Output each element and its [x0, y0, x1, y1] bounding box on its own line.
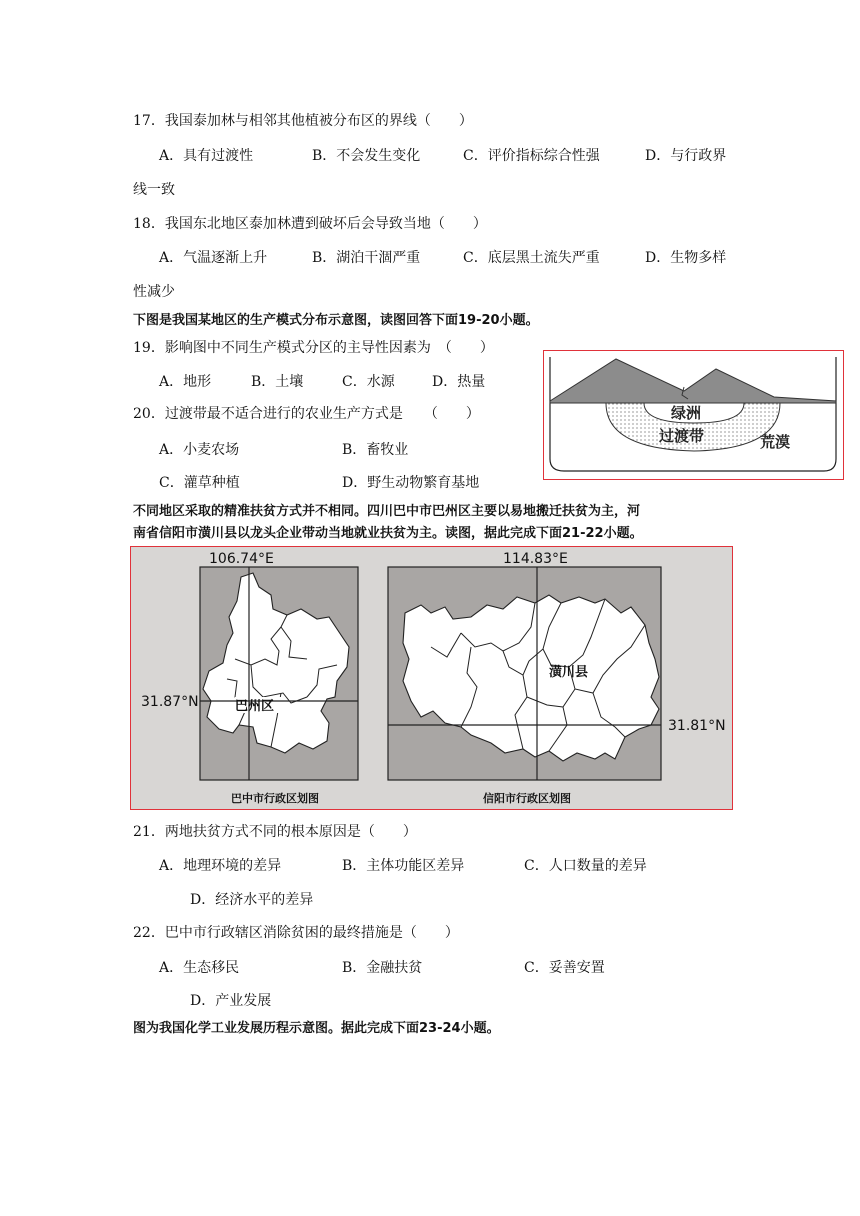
q22-option-d[interactable]: D．产业发展 [190, 993, 272, 1009]
q18-option-a[interactable]: A．气温逐渐上升 [159, 250, 268, 266]
q17-option-d-continued: 线一致 [133, 182, 175, 198]
q17-option-d[interactable]: D．与行政界 [645, 148, 727, 164]
q19-option-d[interactable]: D．热量 [432, 374, 486, 390]
q19-option-b[interactable]: B．土壤 [251, 374, 304, 390]
desert-label: 荒漠 [760, 433, 791, 451]
mountain-range [550, 359, 836, 403]
huangchuan-county-label: 潢川县 [549, 665, 589, 680]
q17-option-b[interactable]: B．不会发生变化 [312, 148, 421, 164]
q20-option-b[interactable]: B．畜牧业 [342, 442, 409, 458]
admin-maps [131, 547, 732, 809]
q18-stem: 18．我国东北地区泰加林遭到破坏后会导致当地（ ） [133, 216, 487, 232]
q22-option-b[interactable]: B．金融扶贫 [342, 960, 423, 976]
intro-23-24: 图为我国化学工业发展历程示意图。据此完成下面23-24小题。 [133, 1021, 500, 1036]
oasis-label: 绿洲 [671, 404, 702, 422]
admin-maps-figure [130, 546, 733, 810]
q17-stem: 17．我国泰加林与相邻其他植被分布区的界线（ ） [133, 113, 473, 129]
xinyang-longitude-label: 114.83°E [503, 551, 568, 567]
q18-option-d[interactable]: D．生物多样 [645, 250, 727, 266]
q22-option-c[interactable]: C．妥善安置 [524, 960, 605, 976]
q20-option-d[interactable]: D．野生动物繁育基地 [342, 475, 480, 491]
q18-option-b[interactable]: B．湖泊干涸严重 [312, 250, 421, 266]
bazhong-latitude-label: 31.87°N [141, 694, 199, 710]
q18-option-c[interactable]: C．底层黑土流失严重 [463, 250, 600, 266]
q22-stem: 22．巴中市行政辖区消除贫困的最终措施是（ ） [133, 925, 459, 941]
q21-option-b[interactable]: B．主体功能区差异 [342, 858, 465, 874]
intro-19-20: 下图是我国某地区的生产模式分布示意图，读图回答下面19-20小题。 [133, 313, 539, 328]
q19-option-c[interactable]: C．水源 [342, 374, 395, 390]
q21-option-c[interactable]: C．人口数量的差异 [524, 858, 647, 874]
q20-option-c[interactable]: C．灌草种植 [159, 475, 240, 491]
xinyang-map-caption: 信阳市行政区划图 [483, 792, 571, 805]
production-mode-figure [543, 350, 844, 480]
intro-21-22-line2: 南省信阳市潢川县以龙头企业带动当地就业扶贫为主。读图，据此完成下面21-22小题。 [133, 526, 643, 541]
q17-option-a[interactable]: A．具有过渡性 [159, 148, 254, 164]
q21-option-d[interactable]: D．经济水平的差异 [190, 892, 314, 908]
q18-option-d-continued: 性减少 [133, 284, 175, 300]
q20-stem: 20．过渡带最不适合进行的农业生产方式是 （ ） [133, 406, 480, 422]
bazhong-map-caption: 巴中市行政区划图 [231, 792, 319, 805]
xinyang-latitude-label: 31.81°N [668, 718, 726, 734]
q21-option-a[interactable]: A．地理环境的差异 [159, 858, 282, 874]
bazhong-longitude-label: 106.74°E [209, 551, 274, 567]
production-mode-diagram [544, 351, 843, 479]
q22-option-a[interactable]: A．生态移民 [159, 960, 240, 976]
bazhou-district-label: 巴州区 [235, 699, 275, 714]
transition-label: 过渡带 [659, 427, 705, 445]
q19-option-a[interactable]: A．地形 [159, 374, 212, 390]
intro-21-22-line1: 不同地区采取的精准扶贫方式并不相同。四川巴中市巴州区主要以易地搬迁扶贫为主，河 [133, 504, 641, 519]
q19-stem: 19．影响图中不同生产模式分区的主导性因素为 （ ） [133, 340, 494, 356]
q21-stem: 21．两地扶贫方式不同的根本原因是（ ） [133, 824, 417, 840]
q17-option-c[interactable]: C．评价指标综合性强 [463, 148, 600, 164]
q20-option-a[interactable]: A．小麦农场 [159, 442, 240, 458]
